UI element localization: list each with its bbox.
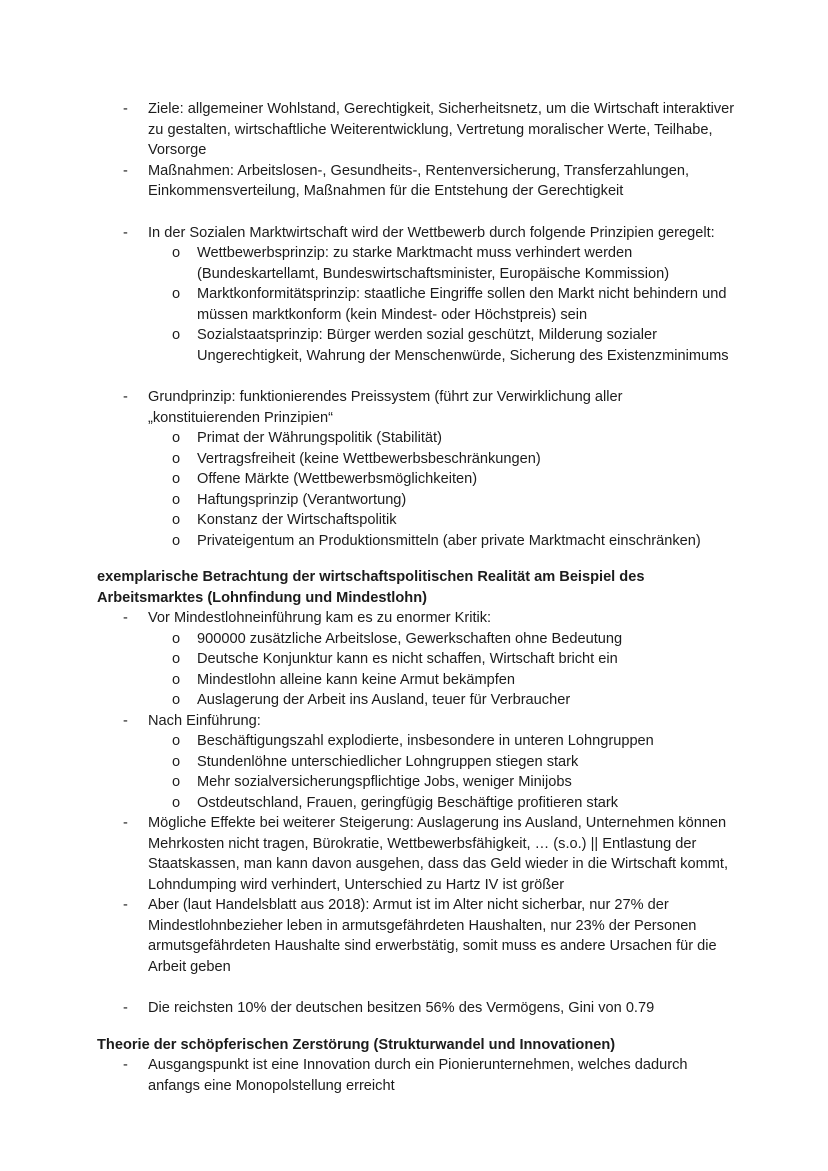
circle-bullet: o bbox=[172, 794, 181, 811]
list-item bbox=[97, 161, 737, 202]
sub-list-item bbox=[97, 490, 737, 511]
dash-bullet: - bbox=[123, 712, 128, 729]
sub-list-item bbox=[97, 670, 737, 691]
sub-list-item-text: Konstanz der Wirtschaftspolitik bbox=[197, 512, 397, 528]
dash-bullet: - bbox=[123, 1000, 128, 1016]
list-item bbox=[97, 608, 737, 629]
list-item-text: Ausgangspunkt ist eine Innovation durch ein Pionierunternehmen, welches dadurch anfangs eine Monopolstellung erreicht bbox=[148, 1057, 688, 1094]
list-item-text: Nach Einführung: bbox=[148, 712, 261, 729]
sub-list-item-text: Beschäftigungszahl explodierte, insbesondere in unteren Lohngruppen bbox=[197, 733, 654, 749]
list-item-text: Vor Mindestlohneinführung kam es zu enormer Kritik: bbox=[148, 610, 492, 626]
circle-bullet: o bbox=[172, 327, 181, 343]
list-item bbox=[97, 711, 737, 732]
dash-bullet: - bbox=[123, 101, 128, 117]
sub-list-item-text: Deutsche Konjunktur kann es nicht schaffen, Wirtschaft bricht ein bbox=[197, 651, 618, 667]
circle-bullet: o bbox=[172, 512, 181, 528]
list-item bbox=[97, 1055, 737, 1096]
sub-list-item-text: Stundenlöhne unterschiedlicher Lohngruppen stiegen stark bbox=[197, 753, 579, 770]
section-heading: Theorie der schöpferischen Zerstörung (Strukturwandel und Innovationen) bbox=[97, 1036, 616, 1053]
circle-bullet: o bbox=[172, 774, 181, 790]
circle-bullet: o bbox=[172, 430, 181, 446]
sub-list-item-text: Marktkonformitätsprinzip: staatliche Eingriffe sollen den Markt nicht behindern und müssen marktkonform (kein Mindest- oder Höchstpreis) sein bbox=[197, 286, 727, 323]
list-item-text: Grundprinzip: funktionierendes Preissystem (führt zur Verwirklichung aller „konstituierenden Prinzipien“ bbox=[148, 389, 623, 426]
sub-list-item-text: Wettbewerbsprinzip: zu starke Marktmacht muss verhindert werden (Bundeskartellamt, Bundeswirtschaftsminister, Europäische Kommission) bbox=[197, 245, 670, 282]
section-heading: exemplarische Betrachtung der wirtschaftspolitischen Realität am Beispiel des Arbeitsmarktes (Lohnfindung und Mindestlohn) bbox=[97, 569, 645, 606]
sub-list-item-text: Offene Märkte (Wettbewerbsmöglichkeiten) bbox=[197, 471, 478, 487]
circle-bullet: o bbox=[172, 733, 181, 749]
list-item-text: Mögliche Effekte bei weiterer Steigerung: Auslagerung ins Ausland, Unternehmen können Mehrkosten nicht tragen, Bürokratie, Wettbewerbsfähigkeit, … (s.o.) || Entlastung der Staatskassen, man kann davon ausgehen, dass das Geld wieder in die Wirtschaft kommt, Lohndumping wird verhindert, Unterschied zu Hartz IV ist größer bbox=[148, 815, 728, 893]
dash-bullet: - bbox=[123, 1057, 128, 1073]
sub-list-item bbox=[97, 690, 737, 711]
list-item-text: Die reichsten 10% der deutschen besitzen 56% des Vermögens, Gini von 0.79 bbox=[148, 1000, 655, 1016]
sub-list-item-text: Ostdeutschland, Frauen, geringfügig Beschäftige profitieren stark bbox=[197, 794, 619, 811]
sub-list-item bbox=[97, 325, 737, 366]
circle-bullet: o bbox=[172, 286, 181, 302]
sub-list-item bbox=[97, 629, 737, 650]
sub-list-item-text: Mindestlohn alleine kann keine Armut bekämpfen bbox=[197, 671, 516, 688]
circle-bullet: o bbox=[172, 491, 181, 508]
sub-list-item-text: Auslagerung der Arbeit ins Ausland, teuer für Verbraucher bbox=[197, 692, 571, 708]
list-item bbox=[97, 99, 737, 161]
list-item-text: Aber (laut Handelsblatt aus 2018): Armut ist im Alter nicht sicherbar, nur 27% der Mindestlohnbezieher leben in armutsgefährdeten Haushalten, nur 23% der Personen armutsgefährdeten Haushalte sind erwerbstätig, somit muss es andere Ursachen für die Arbeit geben bbox=[148, 897, 717, 975]
circle-bullet: o bbox=[172, 753, 181, 770]
circle-bullet: o bbox=[172, 471, 181, 487]
sub-list-item bbox=[97, 752, 737, 773]
sub-list-item bbox=[97, 793, 737, 814]
circle-bullet: o bbox=[172, 450, 181, 467]
circle-bullet: o bbox=[172, 532, 181, 549]
dash-bullet: - bbox=[123, 162, 128, 179]
dash-bullet: - bbox=[123, 610, 128, 626]
dash-bullet: - bbox=[123, 897, 128, 913]
sub-list-item-text: Sozialstaatsprinzip: Bürger werden sozial geschützt, Milderung sozialer Ungerechtigkeit, Wahrung der Menschenwürde, Sicherung des Existenzminimums bbox=[197, 327, 729, 364]
list-item bbox=[97, 223, 737, 244]
sub-list-item-text: Haftungsprinzip (Verantwortung) bbox=[197, 491, 407, 508]
list-item-text: In der Sozialen Marktwirtschaft wird der Wettbewerb durch folgende Prinzipien geregelt: bbox=[148, 224, 715, 241]
list-item bbox=[97, 387, 737, 428]
sub-list-item bbox=[97, 469, 737, 490]
sub-list-item bbox=[97, 731, 737, 752]
circle-bullet: o bbox=[172, 630, 181, 647]
dash-bullet: - bbox=[123, 815, 128, 831]
sub-list-item-text: Mehr sozialversicherungspflichtige Jobs, weniger Minijobs bbox=[197, 774, 572, 790]
sub-list-item bbox=[97, 449, 737, 470]
sub-list-item bbox=[97, 531, 737, 552]
dash-bullet: - bbox=[123, 224, 128, 241]
sub-list-item bbox=[97, 284, 737, 325]
list-item-text: Maßnahmen: Arbeitslosen-, Gesundheits-, Rentenversicherung, Transferzahlungen, Einkommensverteilung, Maßnahmen für die Entstehung der Gerechtigkeit bbox=[148, 162, 690, 199]
list-item bbox=[97, 895, 737, 977]
circle-bullet: o bbox=[172, 692, 181, 708]
sub-list-item bbox=[97, 428, 737, 449]
circle-bullet: o bbox=[172, 671, 181, 688]
circle-bullet: o bbox=[172, 245, 181, 261]
list-item bbox=[97, 998, 737, 1019]
circle-bullet: o bbox=[172, 651, 181, 667]
document-page bbox=[97, 99, 737, 1096]
sub-list-item-text: Vertragsfreiheit (keine Wettbewerbsbeschränkungen) bbox=[197, 450, 541, 467]
sub-list-item bbox=[97, 649, 737, 670]
sub-list-item-text: 900000 zusätzliche Arbeitslose, Gewerkschaften ohne Bedeutung bbox=[197, 630, 623, 647]
sub-list-item bbox=[97, 243, 737, 284]
list-item-text: Ziele: allgemeiner Wohlstand, Gerechtigkeit, Sicherheitsnetz, um die Wirtschaft interaktiver zu gestalten, wirtschaftliche Weiterentwicklung, Vertretung moralischer Werte, Teilhabe, Vorsorge bbox=[148, 101, 735, 158]
sub-list-item-text: Primat der Währungspolitik (Stabilität) bbox=[197, 430, 442, 446]
sub-list-item bbox=[97, 772, 737, 793]
sub-list-item bbox=[97, 510, 737, 531]
sub-list-item-text: Privateigentum an Produktionsmitteln (aber private Marktmacht einschränken) bbox=[197, 532, 701, 549]
dash-bullet: - bbox=[123, 389, 128, 405]
list-item bbox=[97, 813, 737, 895]
